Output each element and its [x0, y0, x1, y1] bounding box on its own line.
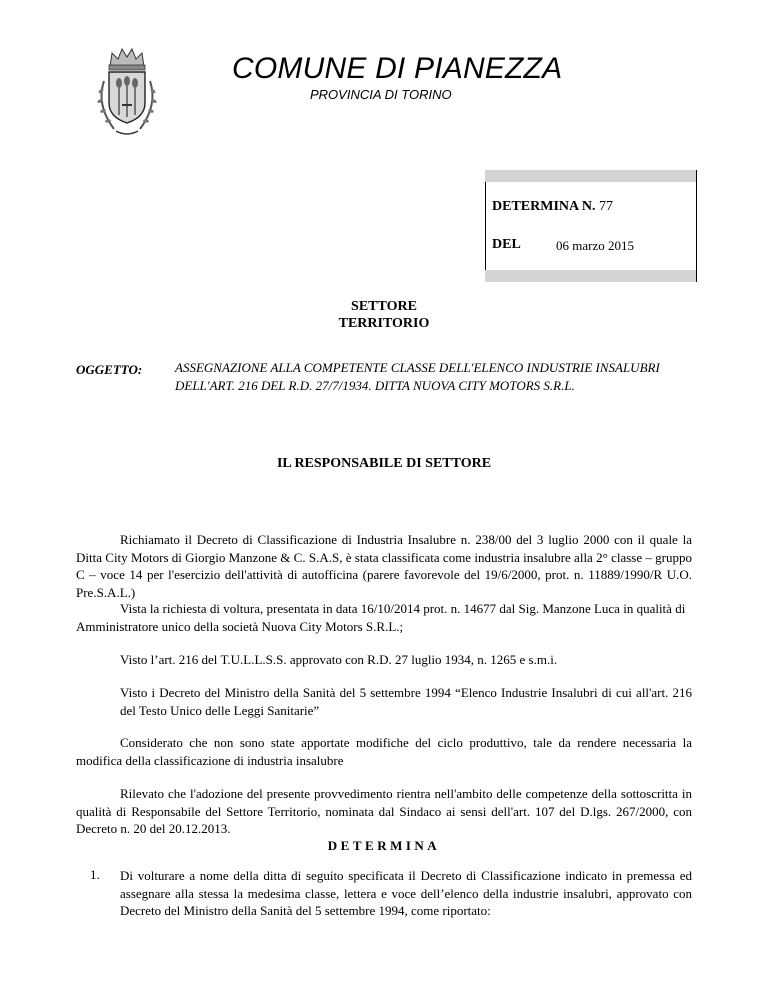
box-band-top: [485, 170, 696, 182]
paragraph-vista: [76, 600, 692, 635]
paragraph-richiamato: [76, 531, 692, 601]
paragraph-text: Vista la richiesta di voltura, presentata in data 16/10/2014 prot. n. 14677 dal Sig. Manzone Luca in qualità di Amministratore unico della società Nuova City Motors S.R.L.;: [76, 601, 686, 634]
settore-line-1: SETTORE: [351, 299, 417, 314]
determina-box: [485, 170, 697, 282]
box-band-bottom: [485, 270, 696, 282]
comune-title: COMUNE DI PIANEZZA: [232, 52, 563, 85]
oggetto-label: OGGETTO:: [76, 362, 143, 377]
determina-label: DETERMINA N.: [492, 199, 596, 214]
determina-number: [492, 199, 613, 215]
list-item-text: Di volturare a nome della ditta di seguito specificata il Decreto di Classificazione indicato in premessa ed assegnare alla stessa la medesima classe, lettera e voce dell’elenco della industrie insalubri, approvato con Decreto del Ministro della Sanità del 5 settembre 1994, come riportato:: [120, 868, 692, 918]
paragraph-text: Rilevato che l'adozione del presente provvedimento rientra nell'ambito delle competenze della sottoscritta in qualità di Responsabile del Settore Territorio, nominata dal Sindaco ai sensi dell'art. 107 del D.lgs. 267/2000, con Decreto n. 20 del 20.12.2013.: [76, 786, 692, 836]
provincia-subtitle: PROVINCIA DI TORINO: [310, 87, 452, 102]
paragraph-visto-decreto: Visto i Decreto del Ministro della Sanità del 5 settembre 1994 “Elenco Industrie Insalubri di cui all'art. 216 del Testo Unico delle Leggi Sanitarie”: [120, 685, 692, 718]
paragraph-rilevato: [76, 785, 692, 838]
municipal-crest: [92, 45, 162, 140]
paragraph-visto-art: Visto l’art. 216 del T.U.L.L.S.S. approvato con R.D. 27 luglio 1934, n. 1265 e s.m.i.: [120, 652, 558, 667]
determina-heading: DETERMINA: [327, 838, 441, 853]
settore-heading: [0, 298, 768, 332]
list-item-number: 1.: [90, 867, 100, 882]
del-label: DEL: [492, 237, 521, 252]
box-left-border: [485, 182, 486, 270]
oggetto-text: ASSEGNAZIONE ALLA COMPETENTE CLASSE DELL'ELENCO INDUSTRIE INSALUBRI DELL'ART. 216 DEL R.D. 27/7/1934. DITTA NUOVA CITY MOTORS S.R.L.: [175, 360, 660, 393]
paragraph-considerato: [76, 734, 692, 769]
determina-number-value: 77: [598, 199, 613, 214]
determina-date: 06 marzo 2015: [556, 238, 634, 253]
paragraph-text: Considerato che non sono state apportate modifiche del ciclo produttivo, tale da rendere necessaria la modifica della classificazione di industria insalubre: [76, 735, 692, 768]
settore-line-2: TERRITORIO: [338, 316, 430, 331]
responsabile-title: IL RESPONSABILE DI SETTORE: [276, 456, 492, 471]
paragraph-text: Richiamato il Decreto di Classificazione di Industria Insalubre n. 238/00 del 3 luglio 2000 con il quale la Ditta City Motors di Giorgio Manzone & C. S.A.S, è stata classificata come industria insalubre alla 2° classe – gruppo C – voce 14 per l'esercizio dell'attività di autofficina (parere favorevole del 19/6/2000, prot. n. 11889/1990/R U.O. Pre.S.A.L.): [76, 532, 692, 600]
